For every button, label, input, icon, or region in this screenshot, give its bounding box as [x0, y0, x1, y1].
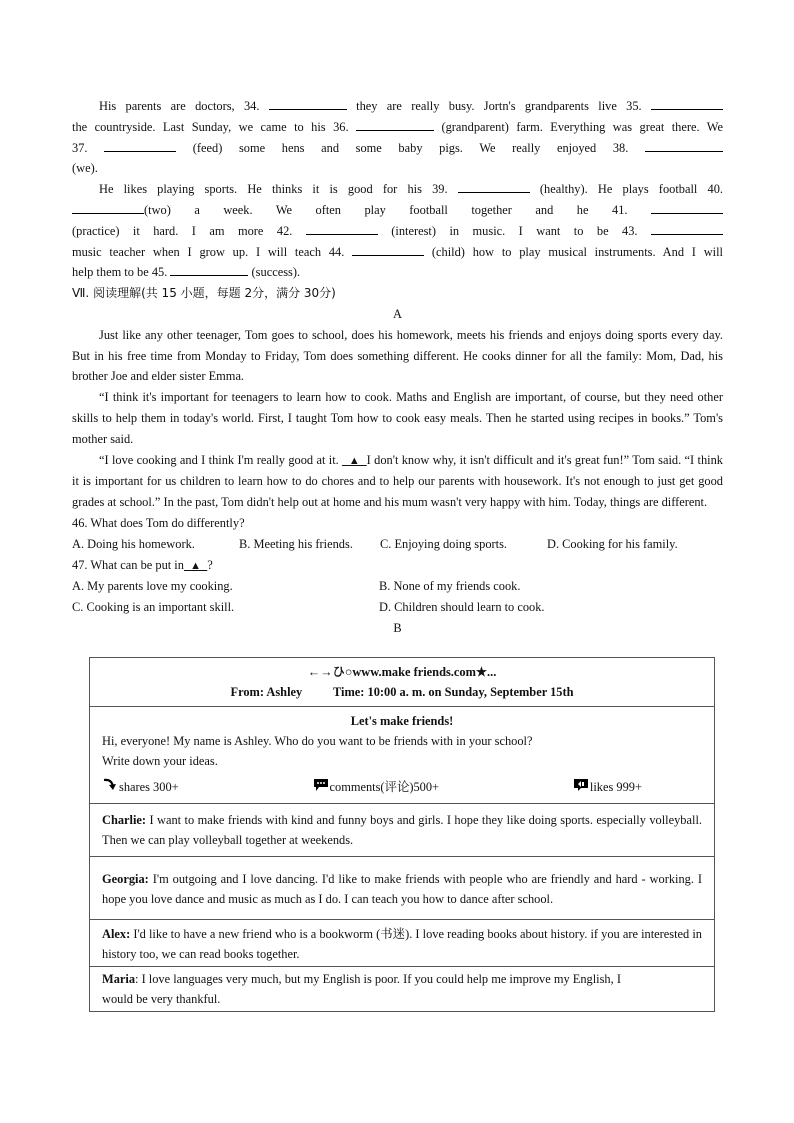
likes-stat[interactable]: [573, 777, 642, 799]
cloze-text: (success).: [251, 265, 301, 280]
option-47-c[interactable]: C. Cooking is an important skill.: [72, 600, 235, 615]
reply-author: Charlie:: [102, 813, 147, 827]
comments-stat[interactable]: [313, 777, 440, 799]
cloze-line: [72, 242, 723, 263]
question-47-options-row2: [72, 597, 723, 618]
cloze-text: (feed) some hens and some baby pigs. We really enjoyed 38.: [192, 140, 629, 155]
reply-maria: [90, 967, 715, 1012]
question-text: 47. What can be put in: [72, 557, 184, 572]
passage-a-paragraph-3: [72, 450, 723, 513]
reply-text: I'm outgoing and I love dancing. I'd like to make friends with people who are friendly and hard - working. I hope you love dance and music as much as I do. I can teach you how to dance after school.: [102, 872, 702, 906]
reply-georgia: [90, 857, 715, 920]
answer-blank-ref: [184, 558, 207, 572]
cloze-text: He likes playing sports. He thinks it is good for his 39.: [99, 182, 448, 197]
cloze-text: they are really busy. Jortn's grandparents live 35.: [356, 99, 642, 113]
answer-blank-41[interactable]: [651, 200, 723, 214]
cloze-text: (we).: [72, 161, 98, 176]
comments-label: comments(评论)500+: [329, 780, 440, 794]
passage-text: I don't know why, it isn't difficult and it's great fun!” Tom said. “I think it is important for us children to learn how to do chores and to help our parents with housework. It's not enough to just get good grades at school.” In the past, Tom didn't help out at home and his mum wasn't very happy with him. Today, things are different.: [72, 452, 723, 510]
answer-blank-37[interactable]: [104, 138, 176, 152]
question-47-options-row1: [72, 576, 723, 597]
reply-author: Alex:: [102, 927, 131, 941]
option-47-d[interactable]: D. Children should learn to cook.: [379, 600, 545, 615]
answer-blank-45[interactable]: [170, 262, 248, 276]
cloze-text: (interest) in music. I want to be 43.: [391, 223, 638, 238]
cloze-line: [72, 179, 723, 200]
cloze-text: the countryside. Last Sunday, we came to his 36.: [72, 119, 349, 134]
from-label: From: Ashley: [230, 685, 303, 699]
cloze-text: help them to be 45.: [72, 265, 168, 280]
option-46-b[interactable]: B. Meeting his friends.: [239, 536, 353, 551]
answer-blank-47[interactable]: [342, 453, 367, 467]
passage-a-paragraph-2: “I think it's important for teenagers to learn how to cook. Maths and English are important, of course, but they need other skills to help them in today's world. First, I taught Tom how to cook easy meals. Then he started using recipes in books.” Tom's mother said.: [72, 390, 723, 446]
cloze-text: (two) a week. We often play football together and he 41.: [144, 202, 628, 217]
triangle-marker: ▲: [348, 454, 360, 467]
answer-blank-40[interactable]: [72, 200, 144, 214]
answer-blank-43[interactable]: [651, 221, 723, 235]
post-body: [90, 707, 715, 804]
answer-blank-34[interactable]: [269, 96, 347, 110]
passage-text: “I love cooking and I think I'm really good at it.: [99, 452, 339, 467]
worksheet-page: [72, 96, 723, 639]
answer-blank-36[interactable]: [356, 117, 434, 131]
option-46-c[interactable]: C. Enjoying doing sports.: [380, 536, 508, 551]
cloze-line: [72, 221, 723, 242]
post-stats: [102, 777, 702, 799]
passage-a-paragraph-1: Just like any other teenager, Tom goes to school, does his homework, meets his friends and enjoys doing sports every day. But in his free time from Monday to Friday, Tom does something different. He cooks dinner for all the family: Mom, Dad, his brother Joe and elder sister Emma.: [72, 327, 723, 384]
answer-blank-39[interactable]: [458, 179, 530, 193]
comment-bubble-icon: [313, 778, 329, 799]
post-text-1: Hi, everyone! My name is Ashley. Who do you want to be friends with in your school?: [102, 734, 533, 748]
shares-label: shares 300+: [119, 780, 179, 794]
answer-blank-35[interactable]: [651, 96, 723, 110]
cloze-line: [72, 138, 723, 159]
passage-label-b: B: [393, 620, 402, 635]
question-46-options: [72, 534, 723, 555]
answer-blank-44[interactable]: [352, 242, 424, 256]
answer-blank-38[interactable]: [645, 138, 723, 152]
post-header: [90, 658, 715, 707]
cloze-text: (grandparent) farm. Everything was great there. We: [441, 119, 723, 134]
post-title: Let's make friends!: [350, 714, 454, 728]
passage-label-a: A: [393, 306, 402, 321]
option-47-b[interactable]: B. None of my friends cook.: [379, 579, 521, 594]
cloze-text: music teacher when I grow up. I will teach 44.: [72, 244, 345, 259]
share-arrow-icon: [102, 778, 118, 799]
post-meta: [102, 682, 702, 702]
post-text-2: Write down your ideas.: [102, 754, 218, 768]
friends-post-table: [89, 657, 715, 1012]
cloze-line: [72, 200, 723, 221]
option-47-a[interactable]: A. My parents love my cooking.: [72, 579, 233, 594]
like-icon: [573, 778, 589, 799]
cloze-text: His parents are doctors, 34.: [99, 99, 260, 113]
time-label: Time: 10:00 a. m. on Sunday, September 15th: [332, 685, 574, 699]
reply-charlie: [90, 804, 715, 857]
question-46: 46. What does Tom do differently?: [72, 515, 245, 530]
reply-author: Georgia:: [102, 872, 149, 886]
cloze-line: [72, 117, 723, 138]
reply-text: I'd like to have a new friend who is a bookworm (书迷). I love reading books about history. if you are interested in history too, we can read books together.: [102, 927, 702, 961]
cloze-line: [72, 96, 723, 117]
reply-text: : I love languages very much, but my English is poor. If you could help me improve my English, I would be very thankful.: [102, 972, 621, 1006]
option-46-a[interactable]: A. Doing his homework.: [72, 536, 195, 551]
triangle-marker: ▲: [190, 559, 202, 572]
option-46-d[interactable]: D. Cooking for his family.: [547, 536, 678, 551]
cloze-text: (practice) it hard. I am more 42.: [72, 223, 293, 238]
cloze-line: [72, 262, 723, 283]
reply-author: Maria: [102, 972, 136, 986]
section-heading: Ⅶ. 阅读理解(共 15 小题，每题 2分，满分 30分): [72, 286, 336, 301]
question-47: [72, 555, 723, 577]
question-text: ?: [207, 557, 213, 572]
cloze-text: (healthy). He plays football 40.: [539, 182, 724, 197]
likes-label: likes 999+: [589, 780, 642, 794]
cloze-line: [72, 158, 723, 179]
cloze-text: 37.: [72, 140, 88, 155]
cloze-text: (child) how to play musical instruments. And I will: [431, 244, 723, 259]
answer-blank-42[interactable]: [306, 221, 378, 235]
url-line: ←→ひ○www.make friends.com★...: [307, 665, 497, 679]
reply-text: I want to make friends with kind and funny boys and girls. I hope they like doing sports. especially volleyball. Then we can play volleyball together at weekends.: [102, 813, 702, 847]
reply-alex: [90, 920, 715, 967]
shares-stat[interactable]: [102, 777, 179, 799]
